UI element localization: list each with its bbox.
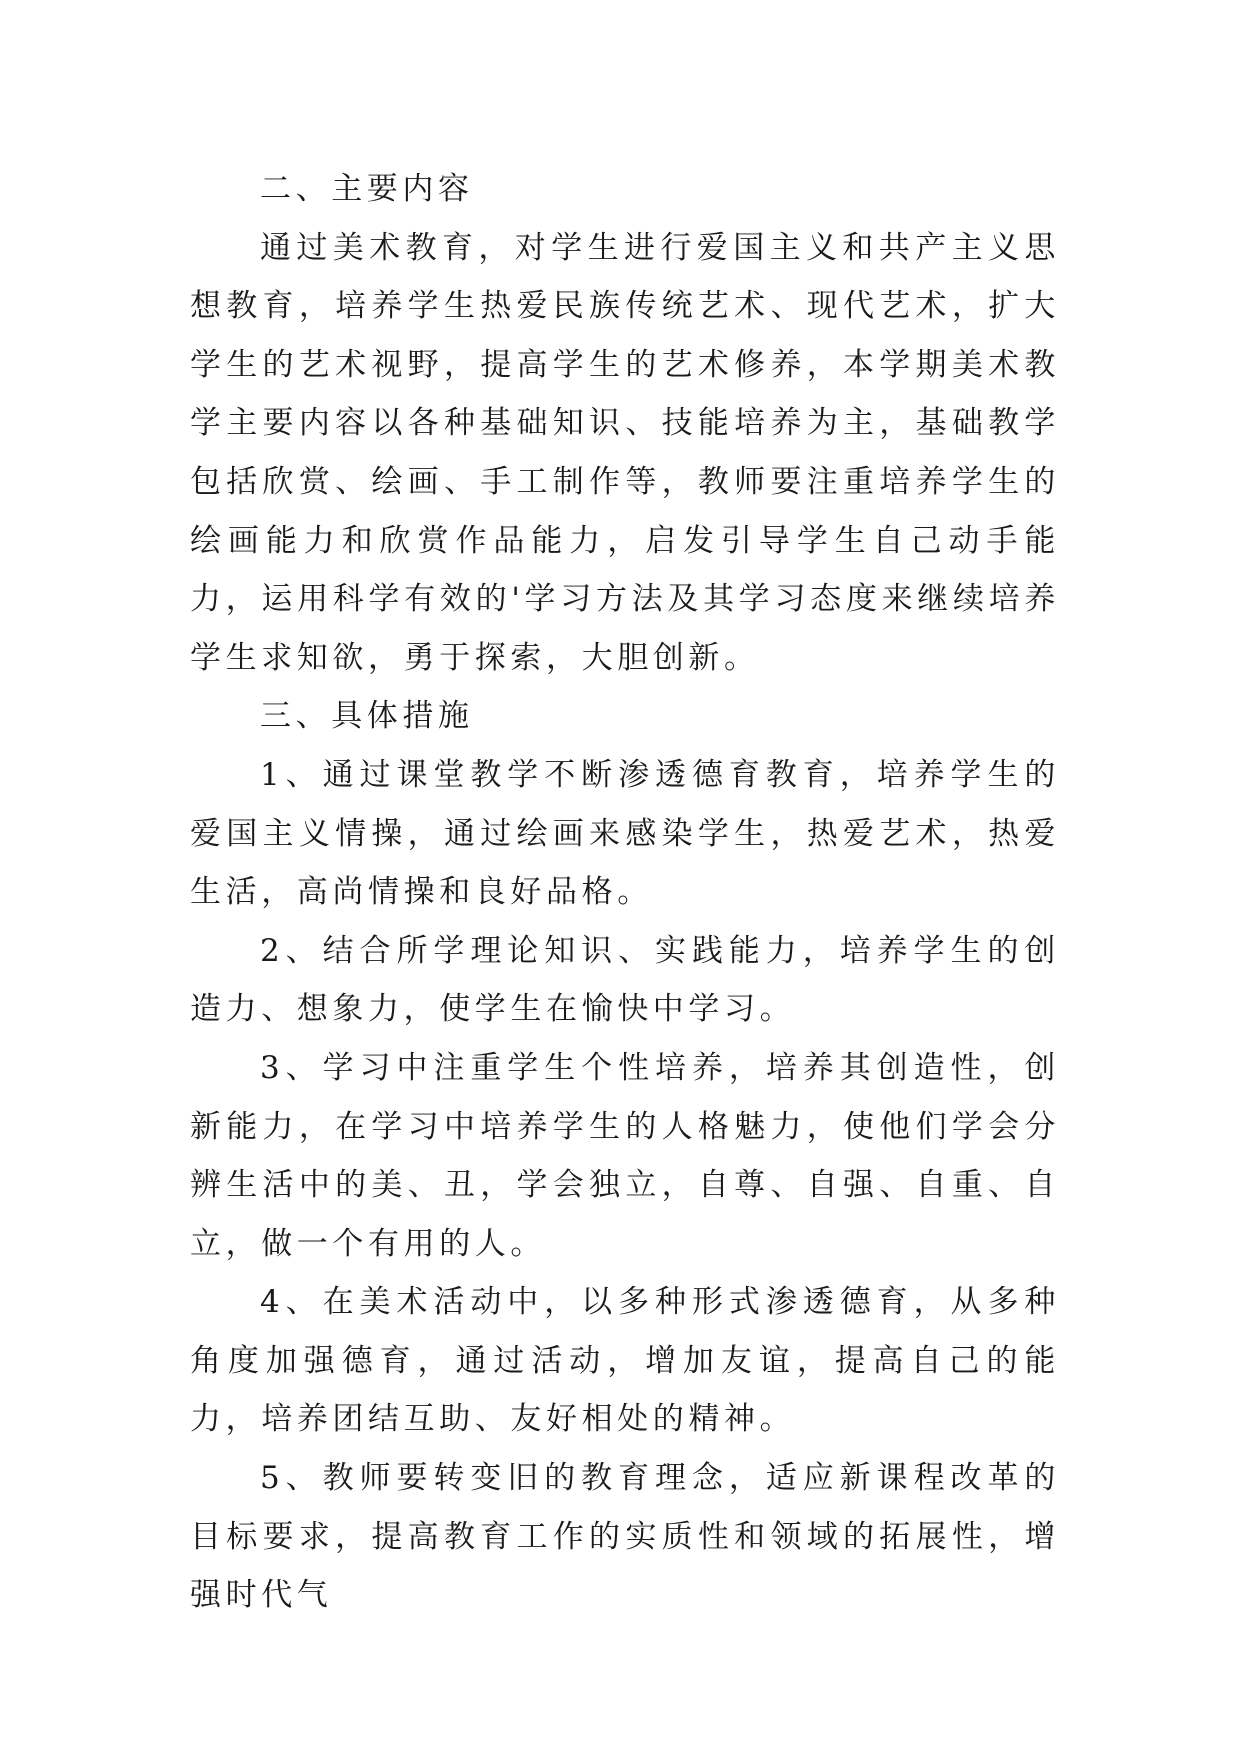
paragraph-measure-4: 4、在美术活动中，以多种形式渗透德育，从多种角度加强德育，通过活动，增加友谊，提高自己的能力，培养团结互助、友好相处的精神。 [190, 1284, 1060, 1438]
section-heading-main-content: 二、主要内容 [260, 171, 474, 207]
paragraph-measure-2: 2、结合所学理论知识、实践能力，培养学生的创造力、想象力，使学生在愉快中学习。 [190, 932, 1060, 1028]
document-body [190, 160, 1060, 1625]
paragraph-measure-1: 1、通过课堂教学不断渗透德育教育，培养学生的爱国主义情操，通过绘画来感染学生，热爱艺术，热爱生活，高尚情操和良好品格。 [190, 756, 1060, 911]
paragraph-measure-3: 3、学习中注重学生个性培养，培养其创造性，创新能力，在学习中培养学生的人格魅力，使他们学会分辨生活中的美、丑，学会独立，自尊、自强、自重、自立，做一个有用的人。 [190, 1049, 1060, 1262]
section-heading-measures: 三、具体措施 [260, 698, 474, 735]
paragraph-main-content: 通过美术教育，对学生进行爱国主义和共产主义思想教育，培养学生热爱民族传统艺术、现代艺术，扩大学生的艺术视野，提高学生的艺术修养，本学期美术教学主要内容以各种基础知识、技能培养为主，基础教学包括欣赏、绘画、手工制作等，教师要注重培养学生的绘画能力和欣赏作品能力，启发引导学生自己动手能力，运用科学有效的'学习方法及其学习态度来继续培养学生求知欲，勇于探索，大胆创新。 [190, 229, 1060, 676]
paragraph-measure-5: 5、教师要转变旧的教育理念，适应新课程改革的目标要求，提高教育工作的实质性和领域的拓展性，增强时代气 [190, 1460, 1060, 1614]
